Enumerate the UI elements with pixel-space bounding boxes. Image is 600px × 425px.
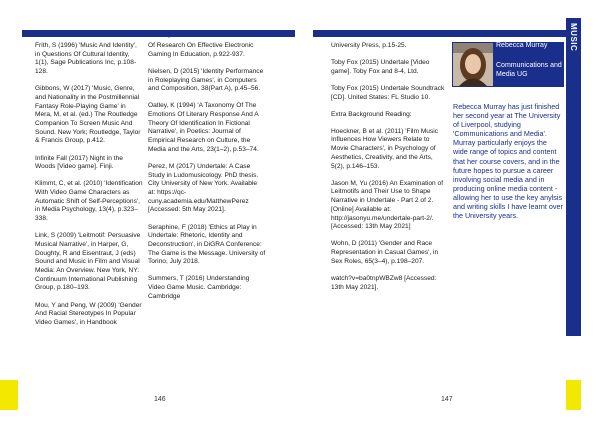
reference-item: Link, S (2009) 'Leitmotif: Persuasive Musical Narrative', in Harper, G, Doughty, R and Eisentraut, J (eds) Sound and Music in Film and Visual Media: An Overview. New York, NY: Continuum International Publishing Group, p.180–193. bbox=[35, 232, 141, 292]
extra-reading-heading: Extra Background Reading: bbox=[331, 110, 412, 118]
header-issue: Musi273 bbox=[428, 28, 461, 38]
reference-item: Oatley, K (1994) 'A Taxonomy Of The Emotions Of Literary Response And A Theory Of Identification In Fictional Narrative', in Poetics: Journal of Empirical Research on Culture, the Media and the Arts, 23(1–2), p.53–74. bbox=[148, 102, 259, 153]
reference-item: University Press, p.15-25. bbox=[331, 42, 407, 49]
references-column-3 bbox=[331, 42, 446, 301]
header-author: Rebecca Murray bbox=[110, 28, 173, 38]
reference-item: watch?v=ba0tnpWBZw8 [Accessed: 13th May 2021]. bbox=[331, 274, 437, 291]
reference-item: Gibbons, W (2017) 'Music, Genre, and Nationality in the Postmillennial Fantasy Role-Playing Game' in Mera, M, et al. (ed.) The Routledge Companion To Screen Music And Sound. New York; Routledge, Taylor & Francis Group, p.412. bbox=[35, 85, 141, 145]
reference-item: Frith, S (1996) 'Music And Identity', in Questions Of Cultural Identity, 1(1), Sage Publications Inc, p.108-128. bbox=[35, 42, 137, 76]
section-tab bbox=[566, 18, 581, 336]
author-bio: Rebecca Murray has just finished her second year at The University of Liverpool, studying 'Communications and Media'. Murray particularly enjoys the wide range of topics and content that her course covers, and in the future hopes to pursue a career involving social media and in producing online media content - allowing her to use the key anylsis and writing skills I have learnt over the University years. bbox=[453, 102, 563, 221]
reference-item: Perez, M (2017) Undertale: A Case Study in Ludomusicology. PhD thesis. City University of New York. Available at: https://qc-cuny.academia.edu/MatthewPerez [Accessed: 5th May 2021]. bbox=[148, 162, 259, 214]
reference-item: Nielsen, D (2015) 'Identity Performance in Roleplaying Games', in Computers and Composition, 38(Part A), p.45–56. bbox=[148, 67, 264, 93]
section-tab-label: MUSIC bbox=[569, 23, 578, 52]
reference-item: Toby Fox (2015) Undertale Soundtrack [CD]. United States: FL Studio 10. bbox=[331, 84, 445, 101]
page-number-left: 146 bbox=[154, 396, 166, 403]
reference-item: Jason M, Yu (2016) An Examination of Leitmotifs and Their Use to Shape Narrative in Undertale - Part 2 of 2. [Online] Available at: http://jasonyu.me/undertale-part-2/. [Accessed: 13th May 2021] bbox=[331, 179, 444, 231]
references-column-2 bbox=[148, 42, 266, 310]
page-number-right: 147 bbox=[441, 396, 453, 403]
reference-item: Infinite Fall (2017) Night in the Woods [Video game]. Finji. bbox=[35, 154, 123, 171]
author-photo bbox=[453, 43, 493, 86]
author-role: Communications and Media UG bbox=[496, 62, 562, 78]
author-name: Rebecca Murray bbox=[496, 42, 548, 49]
references-column-1 bbox=[35, 42, 143, 336]
reference-item: Klimmt, C, et al. (2010) 'Identification With Video Game Characters as Automatic Shift of Self-Perceptions', in Media Psychology, 13(4), p.323–338. bbox=[35, 180, 143, 223]
reference-item: Toby Fox (2015) Undertale [Video game]. Toby Fox and 8-4, Ltd. bbox=[331, 59, 430, 75]
reference-item: Wohn, D (2011) 'Gender and Race Representation in Casual Games', in Sex Roles, 65(3–4), p.198–207. bbox=[331, 240, 439, 265]
reference-item: Seraphine, F (2018) 'Ethics at Play in Undertale: Rhetoric, Identity and Deconstruction', in DiGRA Conference: The Game is the Message. University of Torino, July 2018. bbox=[148, 223, 266, 266]
reference-item: Summers, T (2016) Understanding Video Game Music. Cambridge: Cambridge bbox=[148, 275, 250, 300]
reference-item: Mou, Y and Peng, W (2009) 'Gender And Racial Stereotypes In Popular Video Games', in Handbook bbox=[35, 301, 142, 326]
reference-item: Of Research On Effective Electronic Gaming In Education, p.922-937. bbox=[148, 42, 254, 58]
author-photo-image bbox=[453, 43, 493, 86]
yellow-marker-right bbox=[566, 380, 581, 410]
yellow-marker-left bbox=[0, 380, 18, 410]
reference-item: Hoeckner, B et al. (2011) 'Film Music Influences How Viewers Relate to Movie Characters', in Psychology of Aesthetics, Creativity, and the Arts, 5(2), p.146–153. bbox=[331, 127, 439, 170]
